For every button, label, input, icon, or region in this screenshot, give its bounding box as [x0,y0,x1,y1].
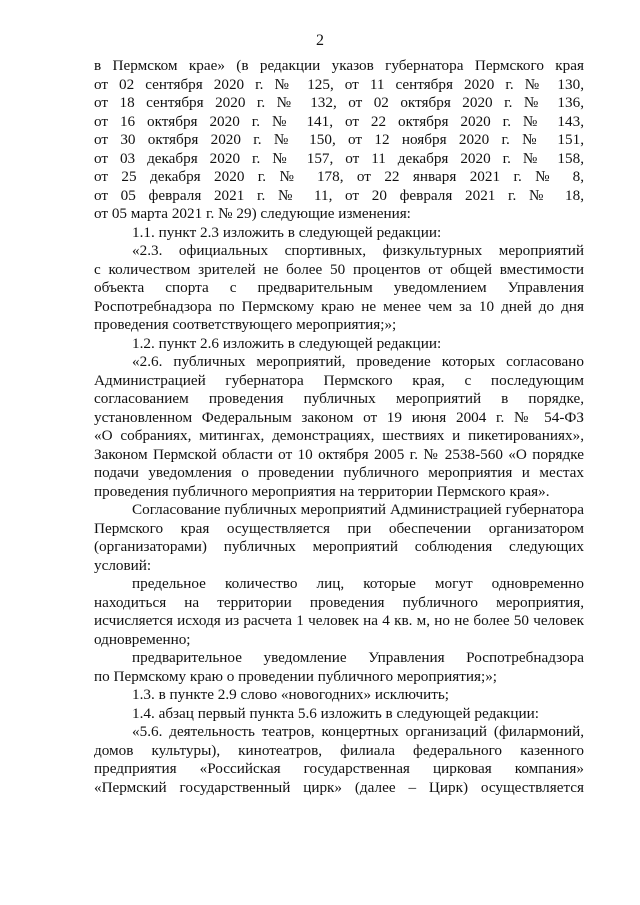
text-line: предприятия «Российская государственная цирковая компания» [94,760,584,777]
text-line: подачи уведомления о проведении публичного мероприятия и местах [94,464,584,481]
text-line: проведения публичного мероприятия на территории Пермского края». [94,482,550,500]
text-line: по Пермскому краю о проведении публичного мероприятия;»; [94,667,498,685]
text-line: одновременно; [94,630,191,648]
text-line: установленном Федеральным законом от 19 июня 2004 г. № 54-ФЗ [94,408,584,426]
text-line: предельное количество лиц, которые могут одновременно [132,575,584,592]
text-line: «2.6. публичных мероприятий, проведение которых согласовано [132,353,584,370]
text-line: 1.2. пункт 2.6 изложить в следующей редакции: [132,334,442,352]
text-line: 1.3. в пункте 2.9 слово «новогодних» исключить; [132,686,449,703]
text-line: условий: [94,556,152,574]
text-line: «О собраниях, митингах, демонстрациях, шествиях и пикетированиях», [94,427,584,444]
text-line: 1.4. абзац первый пункта 5.6 изложить в следующей редакции: [132,704,539,722]
text-line: предварительное уведомление Управления Роспотребнадзора [132,649,584,666]
text-line: Согласование публичных мероприятий Администрацией губернатора [132,501,584,518]
text-line: проведения соответствующего мероприятия;»; [94,316,397,333]
page-number: 2 [316,32,324,49]
document-body [94,57,584,797]
text-line: с количеством зрителей не более 50 процентов от общей вместимости [94,260,584,278]
text-line: Роспотребнадзора по Пермскому краю не менее чем за 10 дней до дня [94,297,584,315]
text-line: исчисляется исходя из расчета 1 человек на 4 кв. м, но не более 50 человек [94,612,584,629]
text-line: 1.1. пункт 2.3 изложить в следующей редакции: [132,223,442,241]
text-line: «5.6. деятельность театров, концертных организаций (филармоний, [132,723,584,740]
text-line: Пермского края осуществляется при обеспечении организатором [94,519,584,537]
text-line: домов культуры), кинотеатров, филиала федерального казенного [94,741,584,759]
text-line: (организаторами) публичных мероприятий соблюдения следующих [94,538,584,555]
text-line: от 02 сентября 2020 г. № 125, от 11 сентября 2020 г. № 130, [94,75,584,93]
text-line: от 03 декабря 2020 г. № 157, от 11 декабря 2020 г. № 158, [94,149,584,167]
text-line: от 05 марта 2021 г. № 29) следующие изменения: [94,205,411,222]
text-line: Администрацией губернатора Пермского края, с последующим [94,371,584,389]
text-line: от 25 декабря 2020 г. № 178, от 22 января 2021 г. № 8, [94,168,584,185]
text-line: от 05 февраля 2021 г. № 11, от 20 февраля 2021 г. № 18, [94,186,584,204]
text-line: от 16 октября 2020 г. № 141, от 22 октября 2020 г. № 143, [94,112,584,130]
text-line: согласованием проведения публичных мероприятий в порядке, [94,390,584,407]
text-line: в Пермском крае» (в редакции указов губернатора Пермского края [94,57,584,74]
text-line: «Пермский государственный цирк» (далее – Цирк) осуществляется [94,778,584,796]
text-line: от 30 октября 2020 г. № 150, от 12 ноября 2020 г. № 151, [94,131,584,148]
text-line: «2.3. официальных спортивных, физкультурных мероприятий [132,242,584,259]
text-line: от 18 сентября 2020 г. № 132, от 02 октября 2020 г. № 136, [94,94,584,111]
text-line: объекта спорта с предварительным уведомлением Управления [94,279,584,296]
text-line: находиться на территории проведения публичного мероприятия, [94,593,584,611]
text-line: Законом Пермской области от 10 октября 2005 г. № 2538-560 «О порядке [94,445,584,463]
